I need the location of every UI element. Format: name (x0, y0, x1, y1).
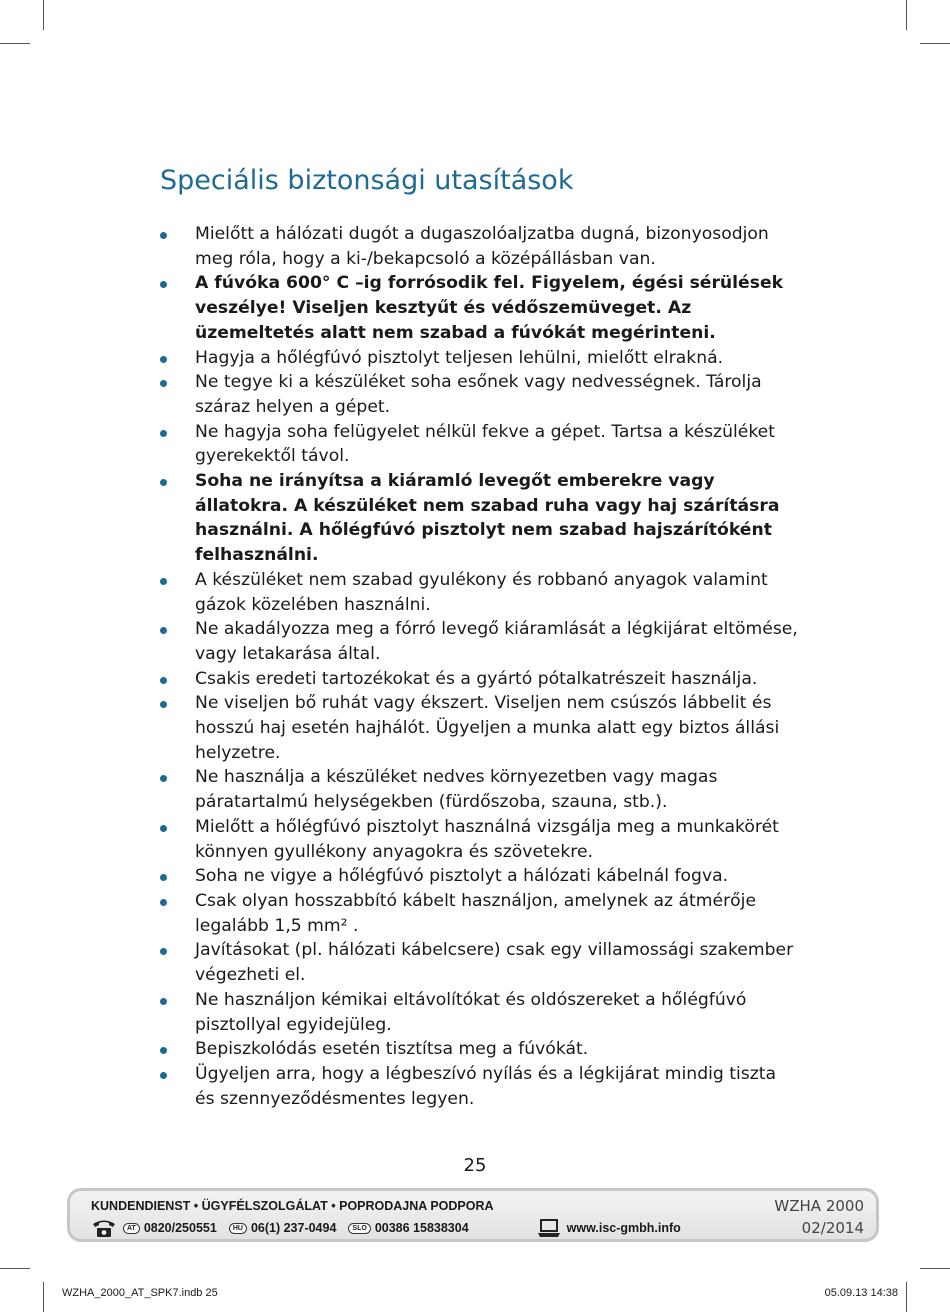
list-item-text: Javításokat (pl. hálózati kábelcsere) csak egy villamossági szakember végezheti el. (195, 940, 794, 986)
list-item (160, 346, 800, 371)
list-item (160, 469, 800, 568)
list-item-text: Mielőtt a hálózati dugót a dugaszolóaljzatba dugná, bizonyosodjon meg róla, hogy a ki-/bekapcsoló a középállásban van. (195, 224, 769, 269)
page-title: Speciális biztonsági utasítások (160, 165, 574, 196)
crop-mark (906, 1282, 907, 1312)
list-item-text: Csak olyan hosszabbító kábelt használjon, amelynek az átmérője legalább 1,5 mm² . (195, 890, 757, 936)
page-number: 25 (463, 1155, 487, 1176)
bullet-icon (160, 701, 167, 708)
list-item-text: Ne használja a készüléket nedves környezetben vagy magas páratartalmú helységekben (fürdőszoba, szauna, stb.). (195, 767, 718, 813)
country-badge: SLO (348, 1223, 370, 1234)
crop-mark (920, 1268, 950, 1269)
phone-number[interactable]: 06(1) 237-0494 (250, 1221, 337, 1235)
list-item-text: Ne hagyja soha felügyelet nélkül fekve a gépet. Tartsa a készüléket gyerekektől távol. (195, 421, 775, 467)
bullet-icon (160, 874, 167, 881)
list-item (160, 988, 800, 1037)
bullet-icon (160, 430, 167, 437)
crop-mark (43, 0, 44, 30)
safety-list (160, 222, 800, 1111)
list-item-text: Ne akadályozza meg a fórró levegő kiáramlását a légkijárat eltömése, vagy letakarása által. (195, 619, 798, 664)
bullet-icon (160, 948, 167, 955)
phone-number[interactable]: 00386 15838304 (374, 1221, 469, 1235)
bullet-icon (160, 1047, 167, 1054)
list-item (160, 617, 800, 666)
list-item (160, 765, 800, 814)
list-item (160, 938, 800, 987)
crop-mark (43, 1282, 44, 1312)
bullet-icon (160, 356, 167, 363)
list-item-text: Bepiszkolódás esetén tisztítsa meg a fúvókát. (195, 1039, 589, 1060)
laptop-icon (537, 1218, 561, 1238)
country-badge: HU (229, 1223, 247, 1234)
list-item (160, 889, 800, 938)
bullet-icon (160, 281, 167, 288)
list-item-text: Soha ne vigye a hőlégfúvó pisztolyt a hálózati kábelnál fogva. (195, 866, 729, 887)
phone-number[interactable]: 0820/250551 (143, 1221, 217, 1235)
list-item-text: Ne tegye ki a készüléket soha esőnek vagy nedvességnek. Tárolja száraz helyen a gépet. (195, 372, 762, 417)
list-item (160, 370, 800, 419)
bullet-icon (160, 998, 167, 1005)
bullet-icon (160, 479, 167, 486)
list-item-text: Csakis eredeti tartozékokat és a gyártó pótalkatrészeit használja. (195, 668, 758, 689)
list-item (160, 420, 800, 469)
bullet-icon (160, 627, 167, 634)
list-item-text: Hagyja a hőlégfúvó pisztolyt teljesen lehülni, mielőtt elrakná. (195, 347, 724, 368)
model-name: WZHA 2000 (774, 1197, 864, 1215)
bullet-icon (160, 825, 167, 832)
crop-mark (920, 43, 950, 44)
bullet-icon (160, 380, 167, 387)
model-info (774, 1195, 864, 1239)
list-item (160, 568, 800, 617)
bullet-icon (160, 899, 167, 906)
list-item-text: A fúvóka 600° C –ig forrósodik fel. Figyelem, égési sérülések veszélye! Viseljen kesztyűt és védőszemüveget. Az üzemeltetés alatt nem szabad a fúvókát megérinteni. (195, 273, 784, 343)
list-item-text: Ne viseljen bő ruhát vagy ékszert. Viseljen nem csúszós lábbelit és hosszú haj esetén hajhálót. Ügyeljen a munka alatt egy biztos állási helyzetre. (195, 693, 780, 763)
contact-row (91, 1218, 681, 1238)
list-item (160, 1037, 800, 1062)
list-item-text: A készüléket nem szabad gyulékony és robbanó anyagok valamint gázok közelében használni. (195, 569, 768, 615)
list-item (160, 222, 800, 271)
list-item (160, 271, 800, 345)
list-item-text: Ügyeljen arra, hogy a légbeszívó nyílás és a légkijárat mindig tiszta és szennyeződésmentes legyen. (195, 1063, 777, 1109)
list-item (160, 667, 800, 692)
list-item (160, 691, 800, 765)
bullet-icon (160, 677, 167, 684)
service-label: KUNDENDIENST • ÜGYFÉLSZOLGÁLAT • POPRODAJNA PODPORA (91, 1199, 494, 1213)
crop-mark (906, 0, 907, 30)
list-item-text: Soha ne irányítsa a kiáramló levegőt emberekre vagy állatokra. A készüléket nem szabad ruha vagy haj szárításra használni. A hőlégfúvó pisztolyt nem szabad hajszárítóként felhasználni. (195, 471, 780, 566)
bullet-icon (160, 578, 167, 585)
print-slug-date: 05.09.13 14:38 (824, 1287, 898, 1299)
service-footer (67, 1188, 879, 1242)
bullet-icon (160, 775, 167, 782)
list-item-text: Mielőtt a hőlégfúvó pisztolyt használná vizsgálja meg a munkakörét könnyen gyullékony anyagokra és szövetekre. (195, 816, 779, 862)
model-date: 02/2014 (801, 1219, 864, 1237)
crop-mark (0, 43, 30, 44)
country-badge: AT (123, 1223, 140, 1234)
list-item (160, 864, 800, 889)
list-item (160, 1062, 800, 1111)
website-link[interactable]: www.isc-gmbh.info (566, 1221, 681, 1235)
phone-icon (91, 1218, 117, 1238)
crop-mark (0, 1268, 30, 1269)
print-slug-file: WZHA_2000_AT_SPK7.indb 25 (62, 1287, 218, 1299)
list-item-text: Ne használjon kémikai eltávolítókat és oldószereket a hőlégfúvó pisztollyal egyidejüleg. (195, 989, 747, 1035)
bullet-icon (160, 1072, 167, 1079)
list-item (160, 815, 800, 864)
bullet-icon (160, 232, 167, 239)
